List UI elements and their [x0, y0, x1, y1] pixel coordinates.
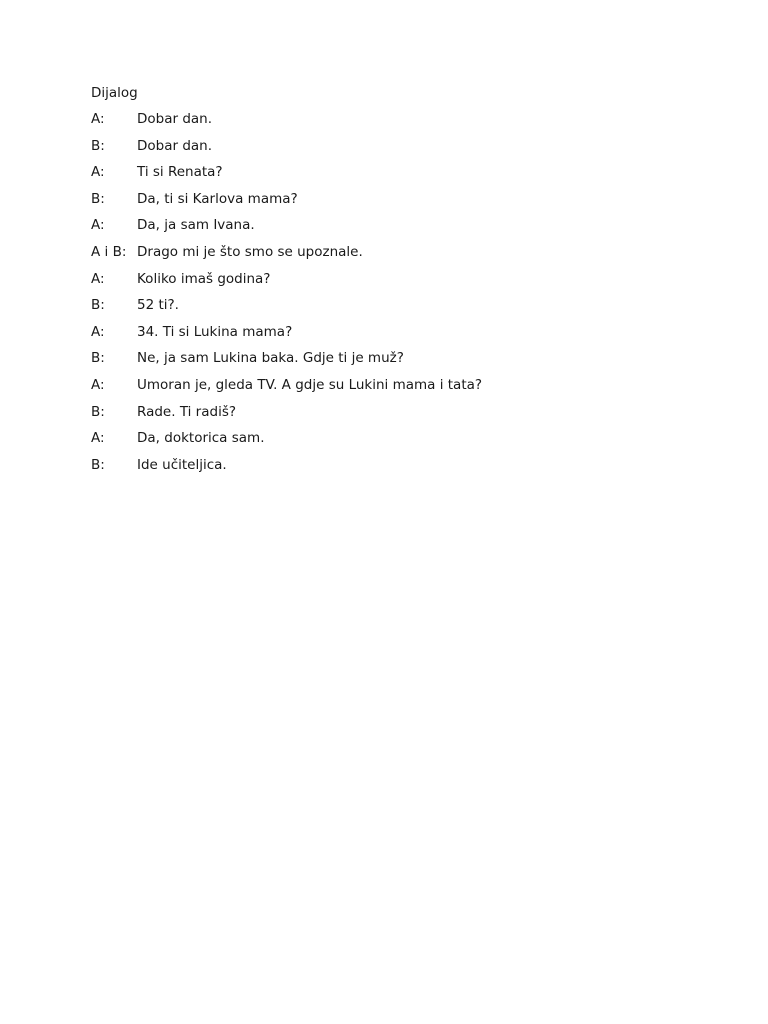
utterance-text: Ide učiteljica.	[137, 456, 227, 473]
utterance-text: 34. Ti si Lukina mama?	[137, 323, 293, 340]
speaker-label: B:	[91, 137, 105, 154]
dialog-line	[91, 138, 731, 165]
dialog-line	[91, 164, 731, 191]
speaker-label: A:	[91, 376, 105, 393]
dialog-line	[91, 111, 731, 138]
speaker-label: A:	[91, 430, 105, 447]
speaker-label: B:	[91, 403, 105, 420]
utterance-text: Da, ti si Karlova mama?	[137, 190, 298, 207]
dialog-line	[91, 297, 731, 324]
dialog-line	[91, 350, 731, 377]
speaker-label: B:	[91, 456, 105, 473]
dialog-line	[91, 430, 731, 457]
dialog-body	[91, 111, 731, 483]
speaker-label: A:	[91, 164, 105, 181]
dialog-line	[91, 377, 731, 404]
dialog-line	[91, 404, 731, 431]
utterance-text: Rade. Ti radiš?	[137, 403, 237, 420]
dialog-line	[91, 191, 731, 218]
utterance-text: Ne, ja sam Lukina baka. Gdje ti je muž?	[137, 350, 404, 367]
utterance-text: Umoran je, gleda TV. A gdje su Lukini mama i tata?	[137, 376, 483, 393]
utterance-text: Drago mi je što smo se upoznale.	[137, 243, 363, 260]
speaker-label: A:	[91, 217, 105, 234]
utterance-text: Da, ja sam Ivana.	[137, 217, 255, 234]
utterance-text: Koliko imaš godina?	[137, 270, 271, 287]
speaker-label: B:	[91, 190, 105, 207]
speaker-label: B:	[91, 297, 105, 314]
dialog-line	[91, 324, 731, 351]
utterance-text: Dobar dan.	[137, 111, 213, 127]
speaker-label: A:	[91, 111, 105, 127]
utterance-text: Ti si Renata?	[137, 164, 223, 181]
speaker-label: A:	[91, 323, 105, 340]
speaker-label: B:	[91, 350, 105, 367]
utterance-text: Da, doktorica sam.	[137, 430, 265, 447]
dialog-line	[91, 271, 731, 298]
dialog-line	[91, 244, 731, 271]
dialog-line	[91, 217, 731, 244]
utterance-text: 52 ti?.	[137, 297, 179, 314]
speaker-label: A i B:	[91, 243, 127, 260]
utterance-text: Dobar dan.	[137, 137, 213, 154]
document-title: Dijalog	[91, 85, 138, 101]
dialog-line	[91, 457, 731, 484]
speaker-label: A:	[91, 270, 105, 287]
